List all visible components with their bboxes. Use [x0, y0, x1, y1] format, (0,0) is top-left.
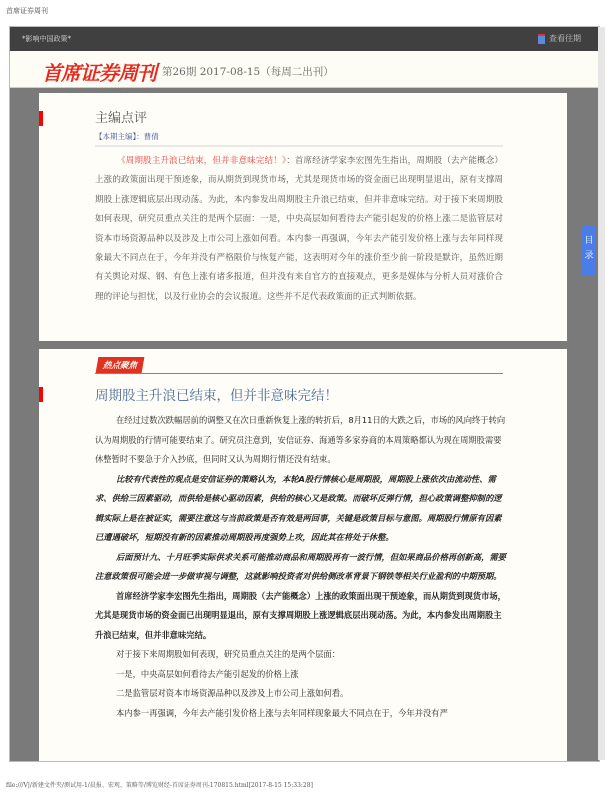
editor-review-section — [39, 93, 567, 341]
newsletter-frame — [9, 26, 600, 762]
section-title: 主编点评 — [95, 111, 148, 126]
toc-label-2: 录 — [584, 251, 594, 261]
issue-info: 第26期 2017-08-15（每周二出刊） — [162, 66, 334, 78]
review-body: ：首席经济学家李宏图先生指出，周期股（去产能概念）上涨的政策面出现干预迹象，而从期货到现货市场，尤其是现货市场的资金面已出现明显退出，原有支撑周期股上涨逻辑底层出现动荡。为此，本内参发出周期股主升浪已结束，但并非意味完结。对于接下来周期股如何表现，研究员重点关注的是两个层面：一是，中央高层如何看待去产能引起发的价格上涨二是监管层对资本市场资源品种以及涉及上市公司上涨如何看。本内参一再强调，今年去产能引发价格上涨与去年同样现象最大不同点在于，今年并没有严格限价与恢复产能，这表明对今年的涨价至少前一阶段是默许，虽然近期有关舆论对煤、钢、有色上涨有诸多报道，但并没有来自官方的直接观点，更多是媒体与分析人员对涨价合理的评论与担忧，以及行业协会的会议报道。这些并不足代表政策面的正式判断依据。 — [95, 156, 503, 302]
view-archive-link[interactable] — [538, 33, 581, 44]
article-title: 周期股主升浪已结束，但并非意味完结！ — [95, 388, 338, 404]
section-marker — [39, 387, 43, 402]
logo: 首席证券周刊 — [42, 61, 156, 85]
editor-label: 【本期主编】： — [95, 132, 144, 141]
article-link[interactable]: 《周期股主升浪已结束，但并非意味完结！》 — [117, 156, 287, 166]
editor-line — [95, 131, 159, 142]
archive-label: 查看往期 — [549, 34, 581, 43]
toc-label-1: 目 — [584, 236, 594, 246]
paragraph: 在经过过数次跌幅居前的调整又在次日重新恢复上涨的转折后，8月11日的大跌之后，市场的风向终于转向认为周期股的行情可能要结束了。研究员注意到，安信证券、海通等多家券商的本周策略都认为现在周期股需要休整暂时不要急于介入抄底，但同时又认为周期行情还没有结束。 — [95, 415, 506, 464]
article-body — [95, 411, 507, 723]
document-title: 首席证券周刊 — [6, 7, 48, 15]
page-footer-url: file:///V|/新建文件夹/测试用-1/晨报、宏观、策略等/博览财经-首席证券周刊-170815.html[2017-8-15 15:33:28] — [6, 782, 313, 789]
paragraph: 后面预计九、十月旺季实际供求关系可能推动商品和周期股再有一波行情，但如果商品价格再创新高，需要注意政策很可能会进一步做审视与调整，这就影响投资者对供给侧改革背景下钢铁等相关行业盈利的中期预期。 — [95, 551, 506, 581]
editor-name: 曹倩 — [143, 132, 159, 141]
table-of-contents-tab[interactable] — [582, 226, 596, 276]
masthead — [10, 51, 599, 88]
calendar-icon — [538, 34, 545, 44]
paragraph: 首席经济学家李宏图先生指出，周期股（去产能概念）上涨的政策面出现干预迹象，而从期货到现货市场，尤其是现货市场的资金面已出现明显退出，原有支撑周期股上涨逻辑底层出现动荡。为此，本内参发出周期股主升浪已结束，但并非意味完结。 — [95, 590, 506, 640]
divider — [95, 373, 503, 374]
top-bar — [10, 27, 599, 51]
slogan: *影响中国政策* — [22, 35, 71, 43]
hot-focus-section — [39, 349, 567, 762]
paragraph: 二是监管层对资本市场资源品种以及涉及上市公司上涨如何看。 — [116, 688, 349, 698]
editor-review-text — [95, 152, 503, 307]
paragraph: 一是，中央高层如何看待去产能引起发的价格上涨 — [116, 668, 299, 679]
paragraph: 比较有代表性的观点是安信证券的策略认为，本轮A股行情核心是周期股，周期股上涨依次由流动性、需求、供给三因素驱动，而供给是核心驱动因素，供给的核心又是政策。而破坏反弹行情，担心政策调整抑制的逻辑实际上是在被证实，需要注意这与当前政策是否有效是两回事，关键是政策目标与意图。周期股行情原有因素已遭遇破坏，短期没有新的因素推动周期股再度强势上攻，因此其在将处于休整。 — [95, 473, 502, 542]
section-marker — [39, 111, 43, 126]
paragraph: 本内参一再强调，今年去产能引发价格上涨与去年同样现象最大不同点在于，今年并没有严 — [116, 707, 448, 718]
hot-focus-tag: 热点聚焦 — [96, 357, 145, 373]
paragraph: 对于接下来周期股如何表现，研究员重点关注的是两个层面： — [116, 649, 341, 659]
scrollbar-track[interactable] — [598, 27, 605, 760]
divider — [95, 145, 503, 147]
